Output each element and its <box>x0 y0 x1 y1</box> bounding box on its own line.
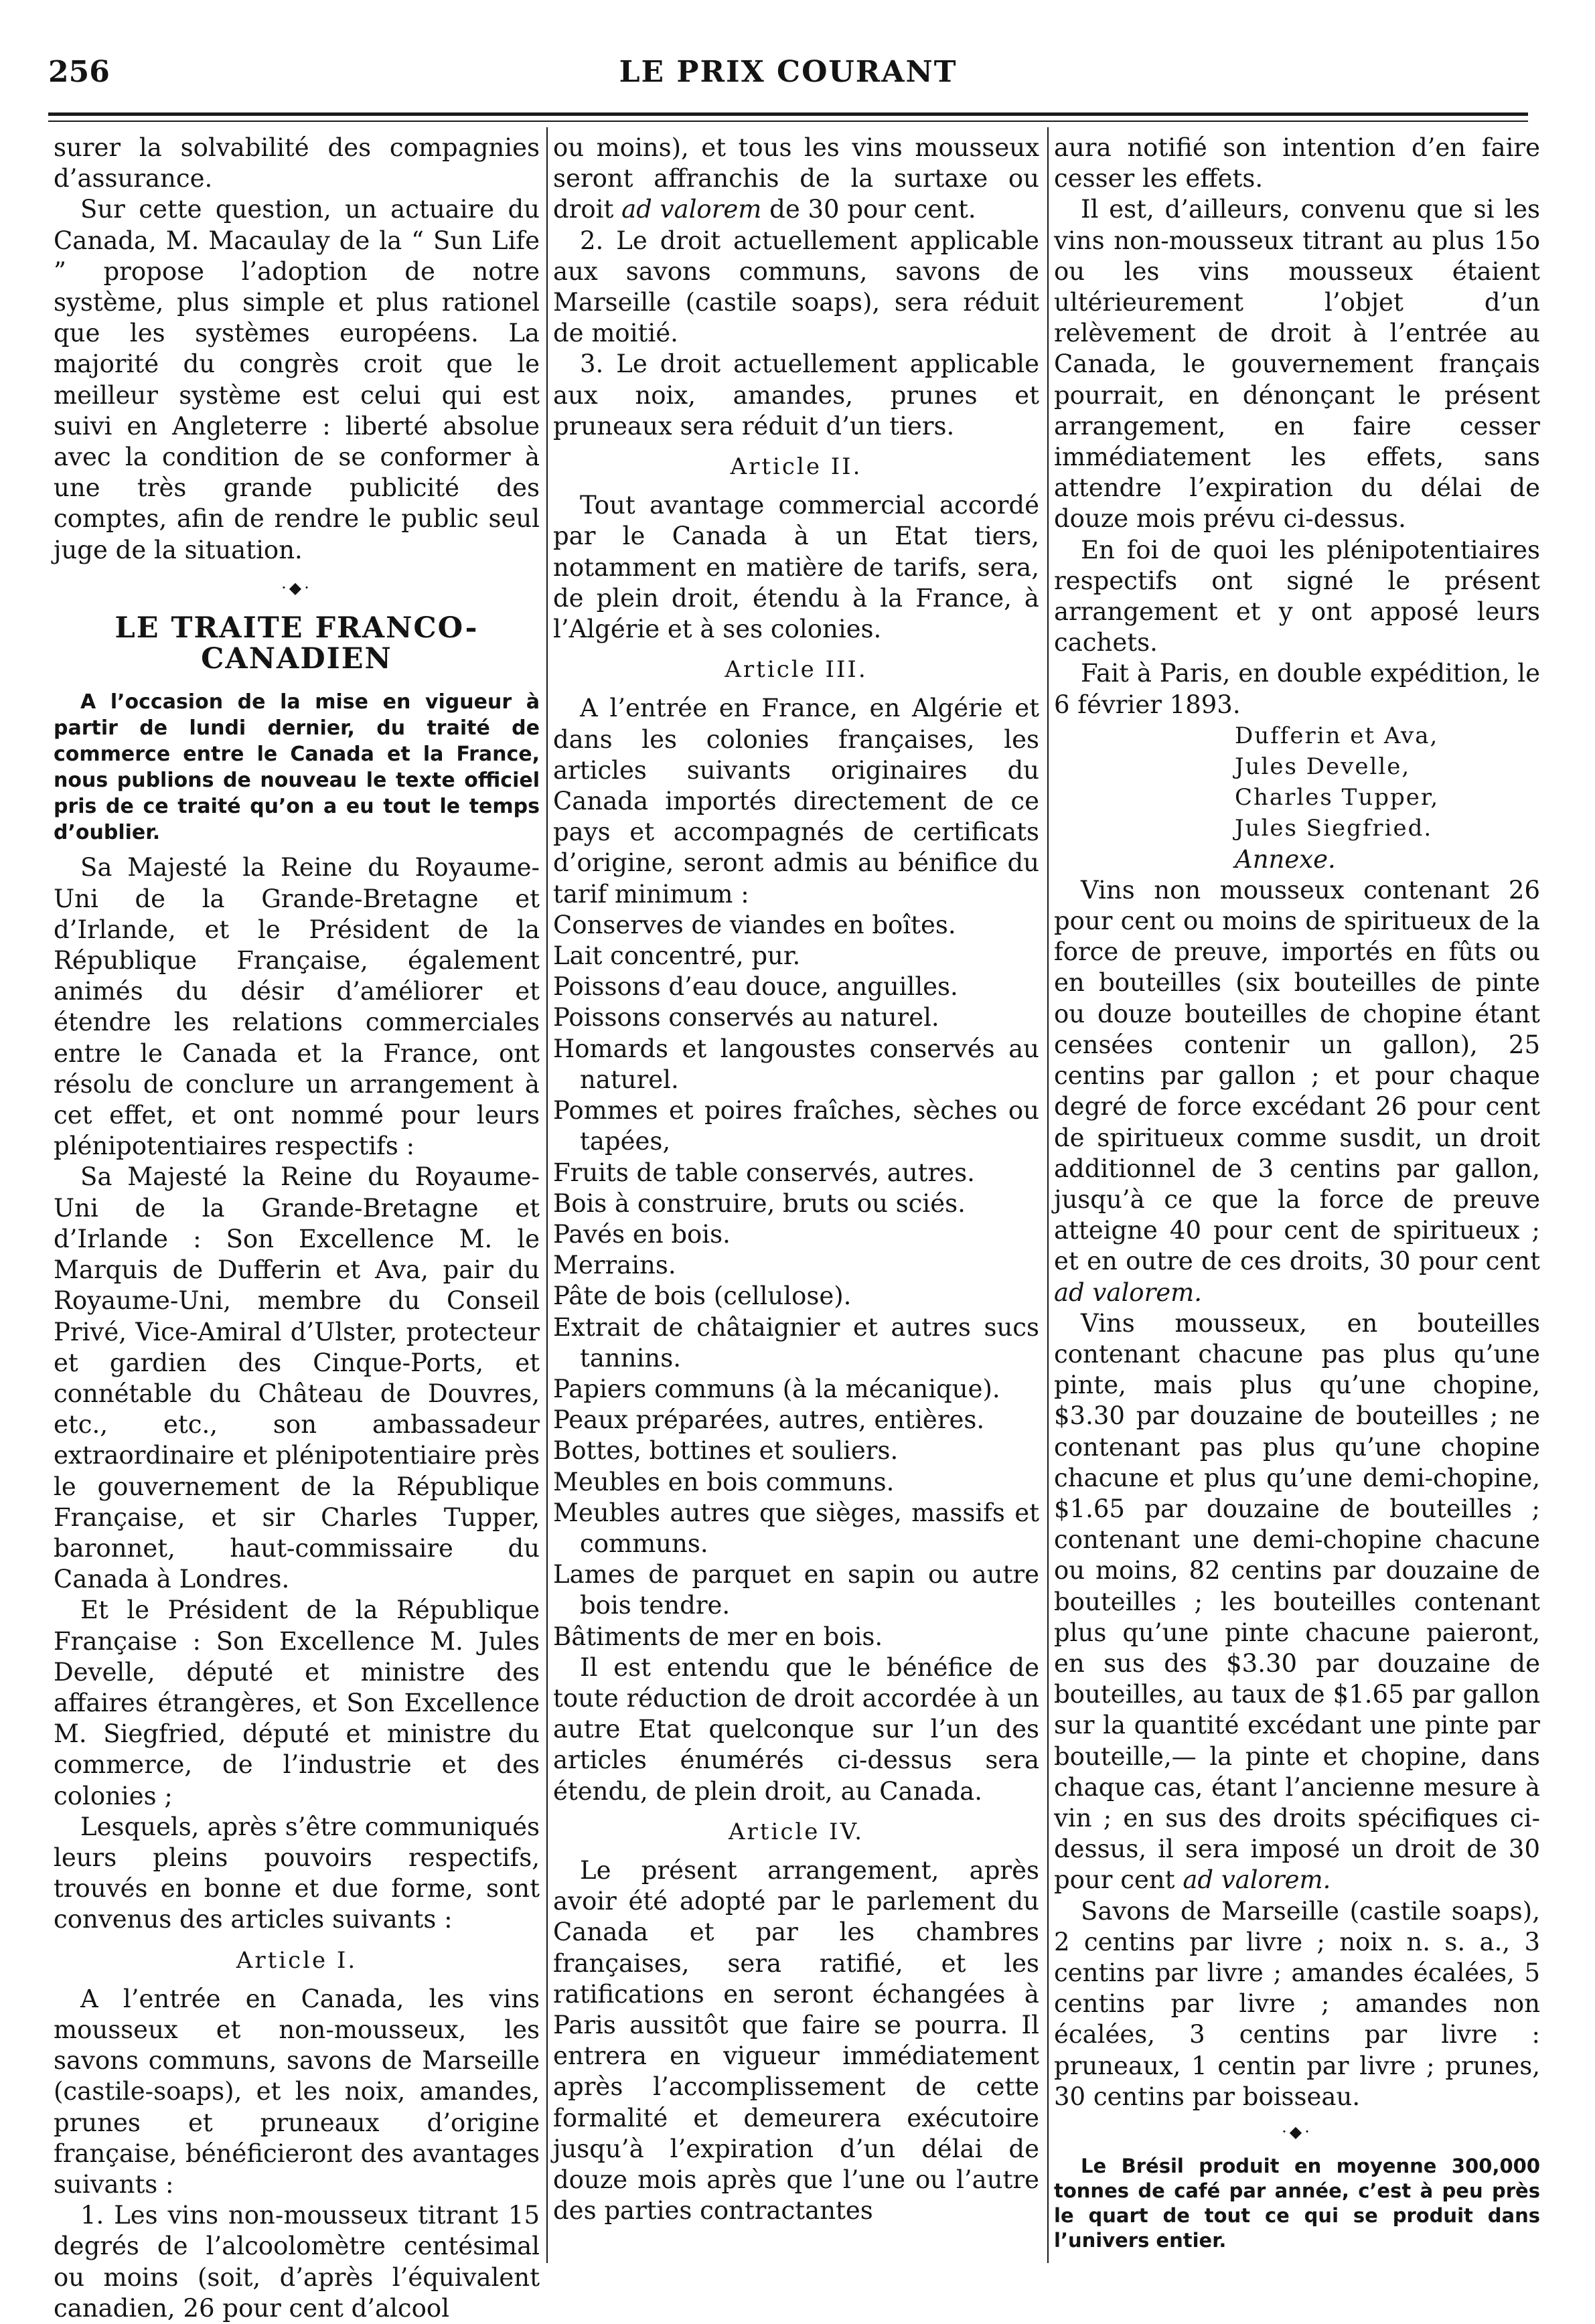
paragraph: 1. Les vins non-mousseux titrant 15 degrés de l’alcoolomètre centésimal ou moins (soit, d’après l’équivalent canadien, 26 pour cent d’alcool <box>54 2201 540 2323</box>
tariff-list <box>553 910 1039 1652</box>
column-divider <box>546 127 548 2263</box>
signatory: Dufferin et Ava, <box>1235 722 1439 749</box>
signatory: Jules Siegfried. <box>1235 815 1433 842</box>
list-item: Poissons conservés au naturel. <box>553 1003 939 1032</box>
paragraph: surer la solvabilité des compagnies d’assurance. <box>54 133 540 193</box>
signatory: Charles Tupper, <box>1235 784 1440 811</box>
paragraph: Vins mousseux, en bouteilles contenant chacune pas plus qu’une pinte, mais plus qu’une chopine, $3.30 par douzaine de bouteilles ; ne contenant pas plus qu’une chopine chacune et plus qu’une demi-chopine, $1.65 par douzaine de bouteilles ; contenant une demi-chopine chacune ou moins, 82 centins par douzaine de bouteilles ; les bouteilles contenant plus qu’une pinte chacune paieront, en sus des $3.30 par douzaine de bouteilles, au taux de $1.65 par gallon sur la quantité excédant une pinte par bouteille,— la pinte et chopine, dans chaque cas, étant l’ancienne mesure à vin ; en sus des droits spécifiques ci-dessus, il sera imposé un droit de 30 pour cent ad valorem. <box>1054 1308 1540 1895</box>
ornament: ·◆· <box>281 578 312 597</box>
paragraph: Lesquels, après s’être communiqués leurs pleins pouvoirs respectifs, trouvés en bonne et due forme, sont convenus des articles suivants : <box>54 1812 540 1934</box>
header-rule-thin <box>48 121 1528 122</box>
article-intro: A l’occasion de la mise en vigueur à partir de lundi dernier, du traité de commerce entre le Canada et la France, nous publions de nouveau le texte officiel pris de ce traité qu’on a eu tout le temps d’oublier. <box>54 690 540 845</box>
ornament: ·◆· <box>1282 2122 1312 2141</box>
list-item: Homards et langoustes conservés au naturel. <box>553 1034 1039 1094</box>
annexe-title: Annexe. <box>1235 844 1336 874</box>
list-item: Pavés en bois. <box>553 1219 731 1249</box>
paragraph: Tout avantage commercial accordé par le Canada à un Etat tiers, notamment en matière de tarifs, sera, de plein droit, étendu à la France, à l’Algérie et à ses colonies. <box>553 491 1039 644</box>
article-title: Article I. <box>236 1946 358 1974</box>
list-item: Meubles autres que sièges, massifs et communs. <box>553 1498 1039 1558</box>
header-rule <box>48 112 1528 116</box>
list-item: Fruits de table conservés, autres. <box>553 1158 975 1187</box>
paragraph: Il est, d’ailleurs, convenu que si les vins non-mousseux titrant au plus 15o ou les vins mousseux étaient ultérieurement l’objet d’un relèvement de droit à l’entrée au Canada, le gouvernement français pourrait, en dénonçant le présent arrangement, en faire cesser immédiatement les effets, sans attendre l’expiration du délai de douze mois prévu ci-dessus. <box>1054 195 1540 534</box>
list-item: Meubles en bois communs. <box>553 1467 895 1496</box>
list-item: Extrait de châtaignier et autres sucs tannins. <box>553 1312 1039 1373</box>
column-3 <box>1054 133 1540 2262</box>
signatory: Jules Develle, <box>1235 753 1411 781</box>
paragraph: En foi de quoi les plénipotentiaires respectifs ont signé le présent arrangement et y ont apposé leurs cachets. <box>1054 535 1540 657</box>
list-item: Pâte de bois (cellulose). <box>553 1282 852 1311</box>
column-1 <box>54 133 540 2323</box>
paragraph: Fait à Paris, en double expédition, le 6 février 1893. <box>1054 659 1540 719</box>
column-2 <box>553 133 1039 2262</box>
list-item: Poissons d’eau douce, anguilles. <box>553 972 958 1002</box>
list-item: Pommes et poires fraîches, sèches ou tapées, <box>553 1096 1039 1156</box>
paragraph: 2. Le droit actuellement applicable aux savons communs, savons de Marseille (castile soaps), sera réduit de moitié. <box>553 226 1039 348</box>
paragraph: ou moins), et tous les vins mousseux seront affranchis de la surtaxe ou droit ad valorem de 30 pour cent. <box>553 133 1039 224</box>
paragraph: A l’entrée en Canada, les vins mousseux et non-mousseux, les savons communs, savons de Marseille (castile-soaps), et les noix, amandes, prunes et pruneaux d’origine française, bénéficieront des avantages suivants : <box>54 1984 540 2199</box>
article-title: Article III. <box>725 656 868 684</box>
list-item: Lames de parquet en sapin ou autre bois tendre. <box>553 1560 1039 1620</box>
paragraph: Sa Majesté la Reine du Royaume-Uni de la Grande-Bretagne et d’Irlande : Son Excellence M. le Marquis de Dufferin et Ava, pair du Royaume-Uni, membre du Conseil Privé, Vice-Amiral d’Ulster, protecteur et gardien des Cinque-Ports, et connétable du Château de Douvres, etc., etc., son ambassadeur extraordinaire et plénipotentiaire près le gouvernement de la République Française, et sir Charles Tupper, baronnet, haut-commissaire du Canada à Londres. <box>54 1162 540 1594</box>
paragraph: Et le Président de la République Française : Son Excellence M. Jules Develle, député et ministre des affaires étrangères, et Son Excellence M. Siegfried, député et ministre du commerce, de l’industrie et des colonies ; <box>54 1596 540 1810</box>
column-divider <box>1047 127 1049 2263</box>
paragraph: Il est entendu que le bénéfice de toute réduction de droit accordée à un autre Etat quelconque sur l’un des articles énumérés ci-dessus sera étendu, de plein droit, au Canada. <box>553 1652 1039 1806</box>
paragraph: Sur cette question, un actuaire du Canada, M. Macaulay de la “ Sun Life ” propose l’adoption de notre système, plus simple et plus rationel que les systèmes européens. La majorité du congrès croit que le meilleur système est celui qui est suivi en Angleterre : liberté absolue avec la condition de se conformer à une très grande publicité des comptes, afin de rendre le public seul juge de la situation. <box>54 195 540 564</box>
list-item: Peaux préparées, autres, entières. <box>553 1405 985 1435</box>
paragraph: A l’entrée en France, en Algérie et dans les colonies françaises, les articles suivants originaires du Canada importés directement de ce pays et accompagnés de certificats d’origine, seront admis au bénifice du tarif minimum : <box>553 694 1039 909</box>
paragraph: Le présent arrangement, après avoir été adopté par le parlement du Canada et par les chambres françaises, sera ratifié, et les ratifications en seront échangées à Paris aussitôt que faire se pourra. Il entrera en vigueur immédiatement après l’accomplissement de cette formalité et demeurera exécutoire jusqu’à l’expiration d’un délai de douze mois après que l’une ou l’autre des parties contractantes <box>553 1855 1039 2226</box>
paragraph: 3. Le droit actuellement applicable aux noix, amandes, prunes et pruneaux sera réduit d’un tiers. <box>553 350 1039 441</box>
signatories <box>1054 720 1540 844</box>
list-item: Merrains. <box>553 1251 676 1280</box>
page-header <box>48 39 1528 106</box>
list-item: Bâtiments de mer en bois. <box>553 1622 883 1651</box>
list-item: Conserves de viandes en boîtes. <box>553 910 956 939</box>
list-item: Bois à construire, bruts ou sciés. <box>553 1188 966 1218</box>
page-number: 256 <box>48 55 110 89</box>
list-item: Papiers communs (à la mécanique). <box>553 1374 1000 1403</box>
list-item: Lait concentré, pur. <box>553 941 801 971</box>
list-item: Bottes, bottines et souliers. <box>553 1436 899 1466</box>
article-heading: LE TRAITE FRANCO-CANADIEN <box>115 611 479 676</box>
news-note: Le Brésil produit en moyenne 300,000 tonnes de café par année, c’est à peu près le quart de tout ce qui se produit dans l’univers entier. <box>1054 2155 1540 2252</box>
paragraph: aura notifié son intention d’en faire cesser les effets. <box>1054 133 1540 193</box>
paragraph: Vins non mousseux contenant 26 pour cent ou moins de spiritueux de la force de preuve, importés en fûts ou en bouteilles (six bouteilles de pinte ou douze bouteilles de chopine étant censées contenir un gallon), 25 centins par gallon ; et pour chaque degré de force excédant 26 pour cent de spiritueux comme susdit, un droit additionnel de 3 centins par gallon, jusqu’à ce que la force de preuve atteigne 40 pour cent de spiritueux ; et en outre de ces droits, 30 pour cent ad valorem. <box>1054 875 1540 1307</box>
paragraph: Savons de Marseille (castile soaps), 2 centins par livre ; noix n. s. a., 3 centins par livre ; amandes écalées, 5 centins par livre ; amandes non écalées, 3 centins par livre : pruneaux, 1 centin par livre ; prunes, 30 centins par boisseau. <box>1054 1896 1540 2111</box>
article-title: Article II. <box>730 453 862 481</box>
paragraph: Sa Majesté la Reine du Royaume-Uni de la Grande-Bretagne et d’Irlande, et le Président de la République Française, également animés du désir d’améliorer et étendre les relations commerciales entre le Canada et la France, ont résolu de conclure un arrangement à cet effet, et ont nommé pour leurs plénipotentiaires respectifs : <box>54 853 540 1161</box>
article-title: Article IV. <box>728 1818 864 1845</box>
running-title: LE PRIX COURANT <box>619 55 958 89</box>
